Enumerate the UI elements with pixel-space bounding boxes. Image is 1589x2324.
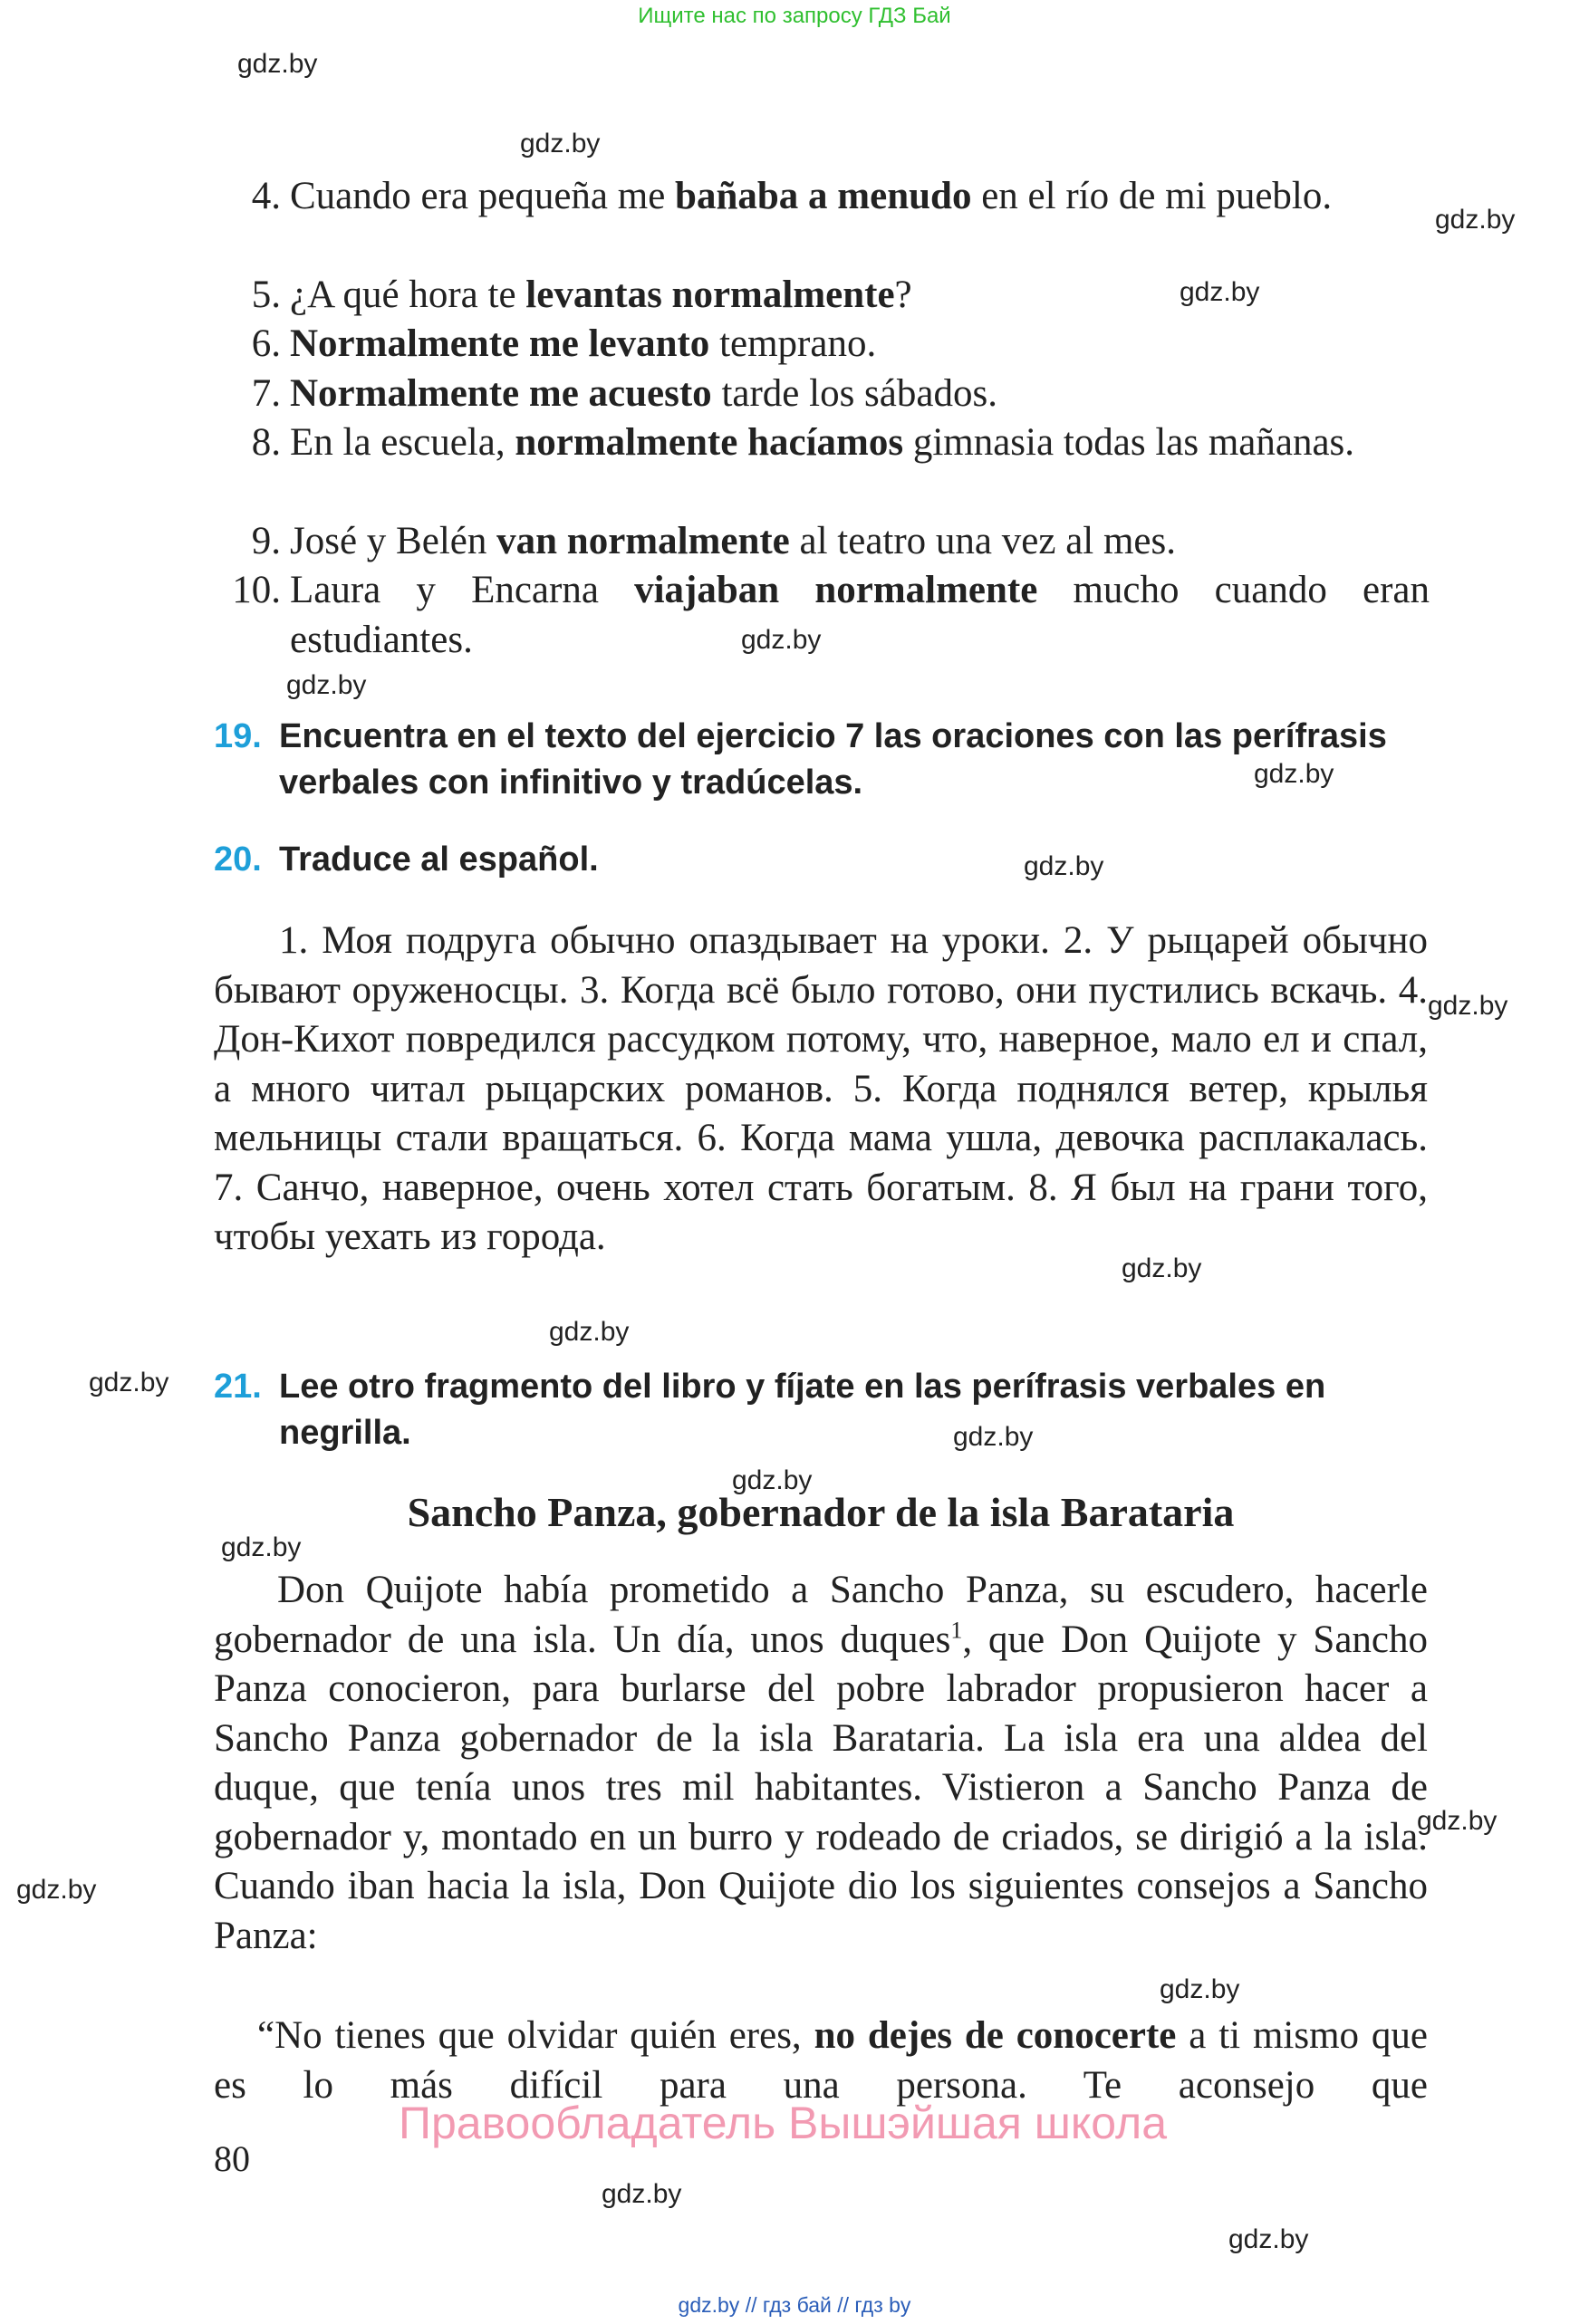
list-item — [216, 517, 1430, 567]
watermark: gdz.by — [1254, 759, 1334, 789]
list-item — [216, 370, 1430, 419]
list-item-number: 8. — [251, 421, 281, 464]
exercise-instruction: Traduce al español. — [279, 840, 599, 879]
copyright-notice: Правообладатель Вышэйшая школа — [399, 2098, 1167, 2148]
list-item-text: ¿A qué hora te levantas normalmente? — [290, 274, 912, 316]
list-item — [216, 418, 1430, 518]
list-item-text: Laura y Encarna viajaban normalmente mucho cuando eran estudiantes. — [290, 569, 1430, 661]
russian-translation-paragraph: 1. Моя подруга обычно опаздывает на уроки. 2. У рыцарей обычно бывают оруженосцы. 3. Когда всё было готово, они пустились вскачь. 4. Дон-Кихот повредился рассудком потому, что, наверное, мало ел и спал, а много читал рыцарских романов. 5. Когда поднялся ветер, крылья мельницы стали вращаться. 6. Когда мама ушла, девочка расплакалась. 7. Санчо, наверное, очень хотел стать богатым. 8. Я был на грани того, чтобы уехать из города. — [214, 919, 1428, 1258]
watermark: gdz.by — [89, 1368, 169, 1397]
list-item — [216, 566, 1430, 666]
exercise-21 — [214, 1364, 1428, 1458]
watermark: gdz.by — [732, 1465, 813, 1495]
list-item-number: 9. — [251, 520, 281, 562]
watermark: gdz.by — [549, 1317, 630, 1347]
exercise-instruction: Encuentra en el texto del ejercicio 7 las oraciones con las perífrasis verbales con infinitivo y tradúcelas. — [279, 717, 1387, 802]
story-title: Sancho Panza, gobernador de la isla Barataria — [407, 1489, 1235, 1535]
list-item-text: Cuando era pequeña me bañaba a menudo en el río de mi pueblo. — [290, 175, 1333, 217]
exercise-number: 21. — [214, 1368, 262, 1406]
watermark: gdz.by — [602, 2179, 682, 2209]
watermark: gdz.by — [1417, 1806, 1498, 1836]
list-item-text: Normalmente me acuesto tarde los sábados. — [290, 372, 997, 415]
list-item-text: José y Belén van normalmente al teatro una vez al mes. — [290, 520, 1176, 562]
list-item — [216, 320, 1430, 370]
list-item-number: 10. — [232, 569, 281, 611]
watermark: gdz.by — [1160, 1974, 1240, 2004]
watermark: gdz.by — [1180, 277, 1260, 307]
watermark: gdz.by — [520, 129, 601, 158]
watermark: gdz.by — [1122, 1253, 1202, 1283]
list-item — [216, 271, 1430, 321]
exercise-instruction: Lee otro fragmento del libro y fíjate en las perífrasis verbales en negrilla. — [279, 1368, 1326, 1452]
story-paragraph-1: Don Quijote había prometido a Sancho Panza, su escudero, hacerle gobernador de una isla. Un día, unos duques$^1$, que Don Quijote y Sancho Panza conocieron, para burlarse del pobre labrador propusieron hacer a Sancho Panza gobernador de la isla Barataria. La isla era una aldea del duque, que tenía unos tres mil habitantes. Vistieron a Sancho Panza de gobernador y, montado en un burro y rodeado de criados, se dirigió a la isla. Cuando iban hacia la isla, Don Quijote dio los siguientes consejos a Sancho Panza: — [214, 1569, 1428, 1957]
list-item-number: 4. — [251, 175, 281, 217]
bottom-banner: gdz.by // гдз бай // гдз by — [678, 2293, 911, 2317]
top-banner: Ищите нас по запросу ГДЗ Бай — [638, 4, 951, 28]
watermark: gdz.by — [741, 625, 822, 655]
list-item-number: 6. — [251, 322, 281, 365]
exercise-number: 20. — [214, 840, 262, 879]
watermark: gdz.by — [221, 1532, 302, 1562]
list-item-text: En la escuela, normalmente hacíamos gimnasia todas las mañanas. — [290, 421, 1355, 464]
watermark: gdz.by — [237, 49, 318, 79]
list-item — [216, 172, 1430, 272]
exercise-number: 19. — [214, 717, 262, 755]
list-item-number: 5. — [251, 274, 281, 316]
exercise-20 — [214, 837, 1428, 884]
list-item-number: 7. — [251, 372, 281, 415]
watermark: gdz.by — [1435, 205, 1516, 235]
watermark: gdz.by — [1024, 851, 1104, 881]
page-number: 80 — [214, 2138, 250, 2179]
watermark: gdz.by — [16, 1875, 97, 1905]
watermark: gdz.by — [286, 670, 367, 700]
watermark: gdz.by — [953, 1422, 1034, 1452]
story-paragraph-2: “No tienes que olvidar quién eres, no dejes de conocerte a ti mismo que es lo más difícil para una persona. Te aconsejo que — [214, 2014, 1428, 2107]
watermark: gdz.by — [1428, 991, 1508, 1021]
exercise-19 — [214, 714, 1428, 808]
watermark: gdz.by — [1228, 2224, 1309, 2254]
list-item-text: Normalmente me levanto temprano. — [290, 322, 877, 365]
footnote-marker: 1 — [950, 1617, 963, 1644]
